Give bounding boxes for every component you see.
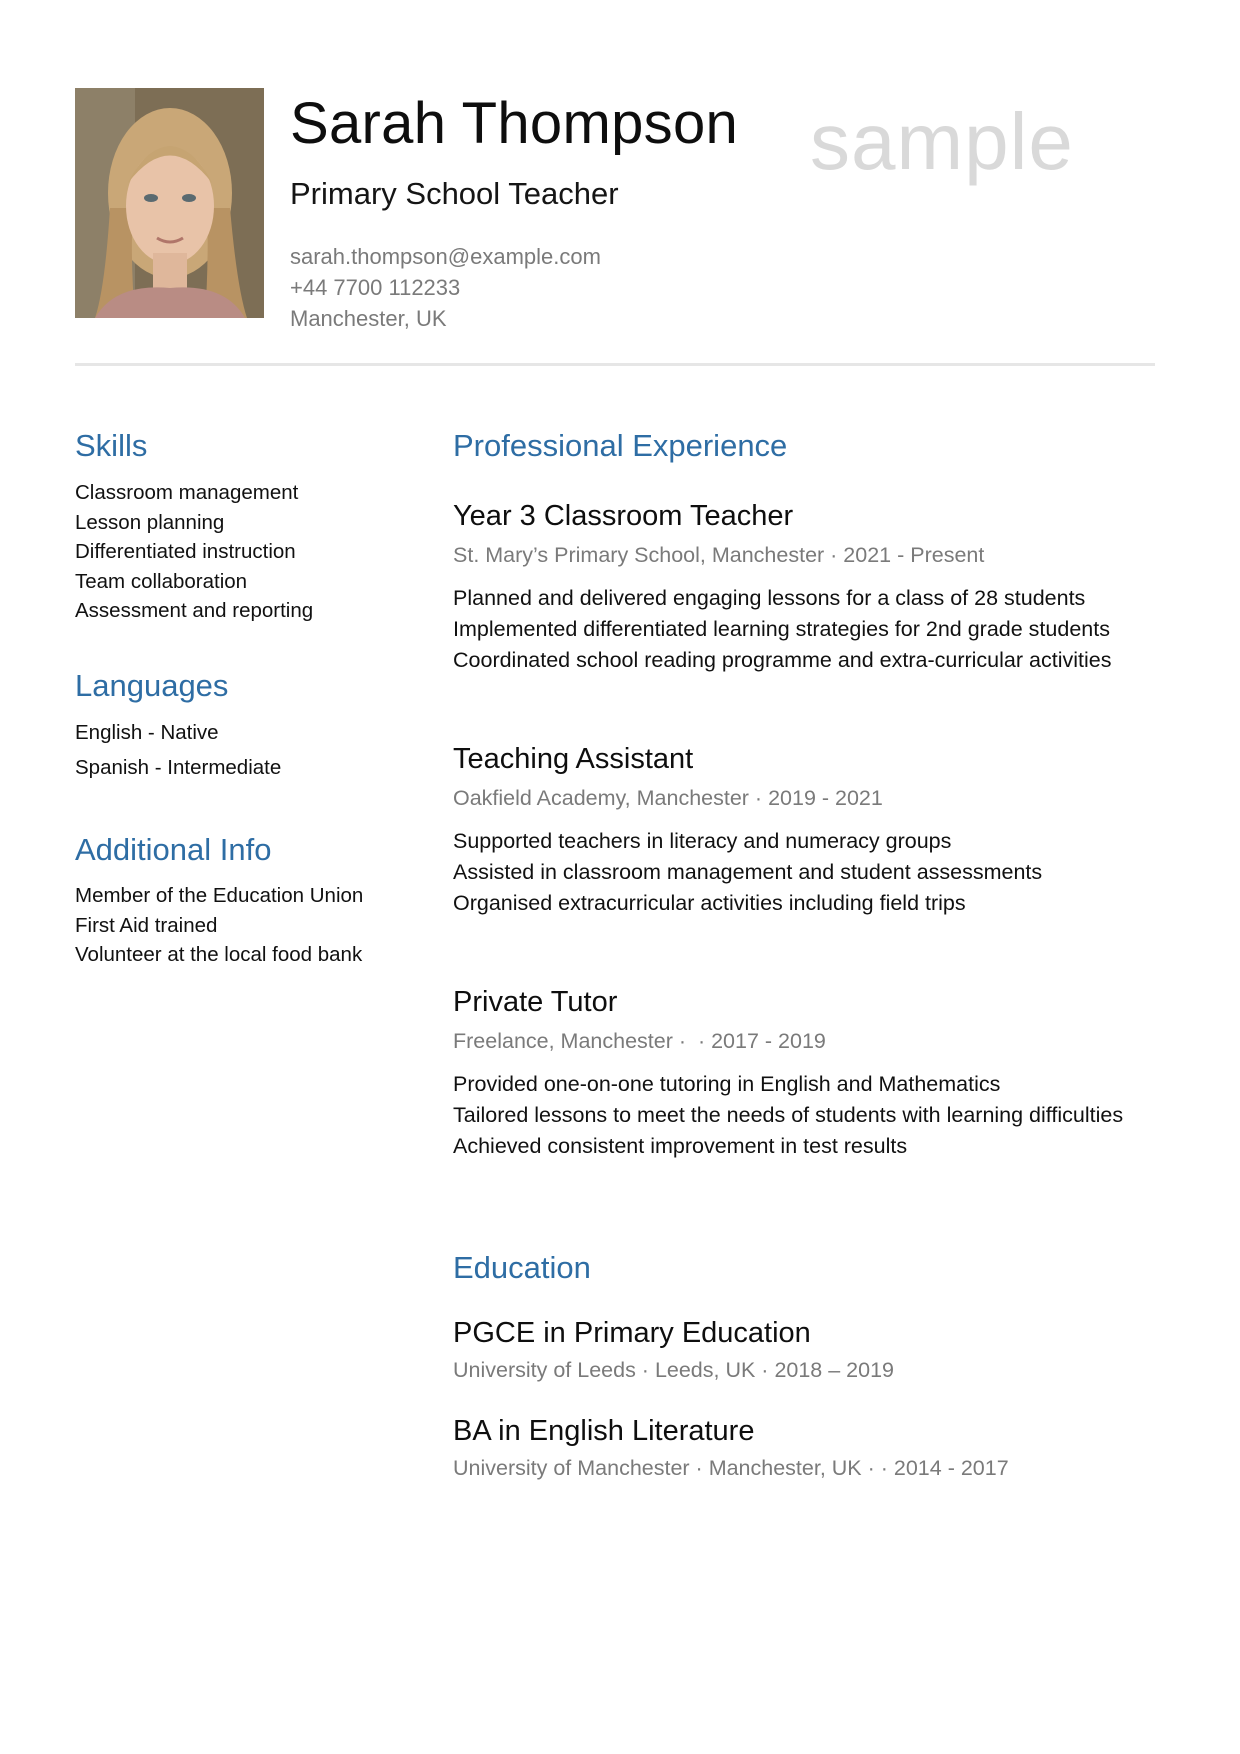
list-item: Differentiated instruction xyxy=(75,540,296,563)
profile-photo xyxy=(75,88,264,318)
list-item: Organised extracurricular activities including field trips xyxy=(453,891,966,915)
sample-watermark: sample xyxy=(810,97,1074,186)
skills-list xyxy=(75,478,313,626)
list-item: Member of the Education Union xyxy=(75,884,364,907)
job-meta-3: Freelance, Manchester · · 2017 - 2019 xyxy=(453,1029,826,1053)
degree-meta-2: University of Manchester · Manchester, UK · · 2014 - 2017 xyxy=(453,1456,1009,1480)
list-item: Team collaboration xyxy=(75,569,248,593)
candidate-name: Sarah Thompson xyxy=(290,91,739,156)
list-item: Assessment and reporting xyxy=(75,599,314,622)
portrait-image xyxy=(75,88,264,318)
job-title-1: Year 3 Classroom Teacher xyxy=(453,500,794,532)
list-item: Provided one-on-one tutoring in English and Mathematics xyxy=(453,1072,1001,1096)
list-item: Implemented differentiated learning strategies for 2nd grade students xyxy=(453,617,1110,641)
languages-heading: Languages xyxy=(75,668,229,703)
location-text: Manchester, UK xyxy=(290,306,447,331)
degree-meta-1: University of Leeds · Leeds, UK · 2018 – 2019 xyxy=(453,1358,895,1382)
additional-info-list xyxy=(75,881,363,970)
education-heading: Education xyxy=(453,1250,591,1285)
job-title-2: Teaching Assistant xyxy=(453,743,694,775)
job-title: Primary School Teacher xyxy=(290,176,619,211)
list-item: Achieved consistent improvement in test results xyxy=(453,1134,908,1158)
job-meta-1: St. Mary’s Primary School, Manchester · 2021 - Present xyxy=(453,543,985,567)
list-item: Volunteer at the local food bank xyxy=(75,943,363,966)
list-item: Supported teachers in literacy and numeracy groups xyxy=(453,829,952,853)
list-item: Tailored lessons to meet the needs of students with learning difficulties xyxy=(453,1103,1124,1127)
list-item: English - Native xyxy=(75,721,219,744)
list-item: Spanish - Intermediate xyxy=(75,755,282,779)
job-bullets-2 xyxy=(453,826,1042,919)
phone-text: +44 7700 112233 xyxy=(290,275,461,300)
header-divider xyxy=(75,363,1155,366)
list-item: Planned and delivered engaging lessons for a class of 28 students xyxy=(453,586,1086,610)
languages-list xyxy=(75,716,281,785)
email-text: sarah.thompson@example.com xyxy=(290,244,601,269)
list-item: Coordinated school reading programme and extra-curricular activities xyxy=(453,648,1112,672)
degree-title-2: BA in English Literature xyxy=(453,1415,755,1447)
list-item: Assisted in classroom management and student assessments xyxy=(453,860,1043,884)
contact-info xyxy=(290,241,601,334)
job-bullets-3 xyxy=(453,1069,1123,1162)
job-title-3: Private Tutor xyxy=(453,986,618,1018)
skills-heading: Skills xyxy=(75,428,148,463)
experience-heading: Professional Experience xyxy=(453,428,788,463)
job-meta-2: Oakfield Academy, Manchester · 2019 - 2021 xyxy=(453,786,883,810)
list-item: Classroom management xyxy=(75,481,299,504)
degree-title-1: PGCE in Primary Education xyxy=(453,1317,811,1349)
list-item: First Aid trained xyxy=(75,913,218,937)
list-item: Lesson planning xyxy=(75,510,225,534)
job-bullets-1 xyxy=(453,583,1111,676)
additional-info-heading: Additional Info xyxy=(75,832,272,867)
